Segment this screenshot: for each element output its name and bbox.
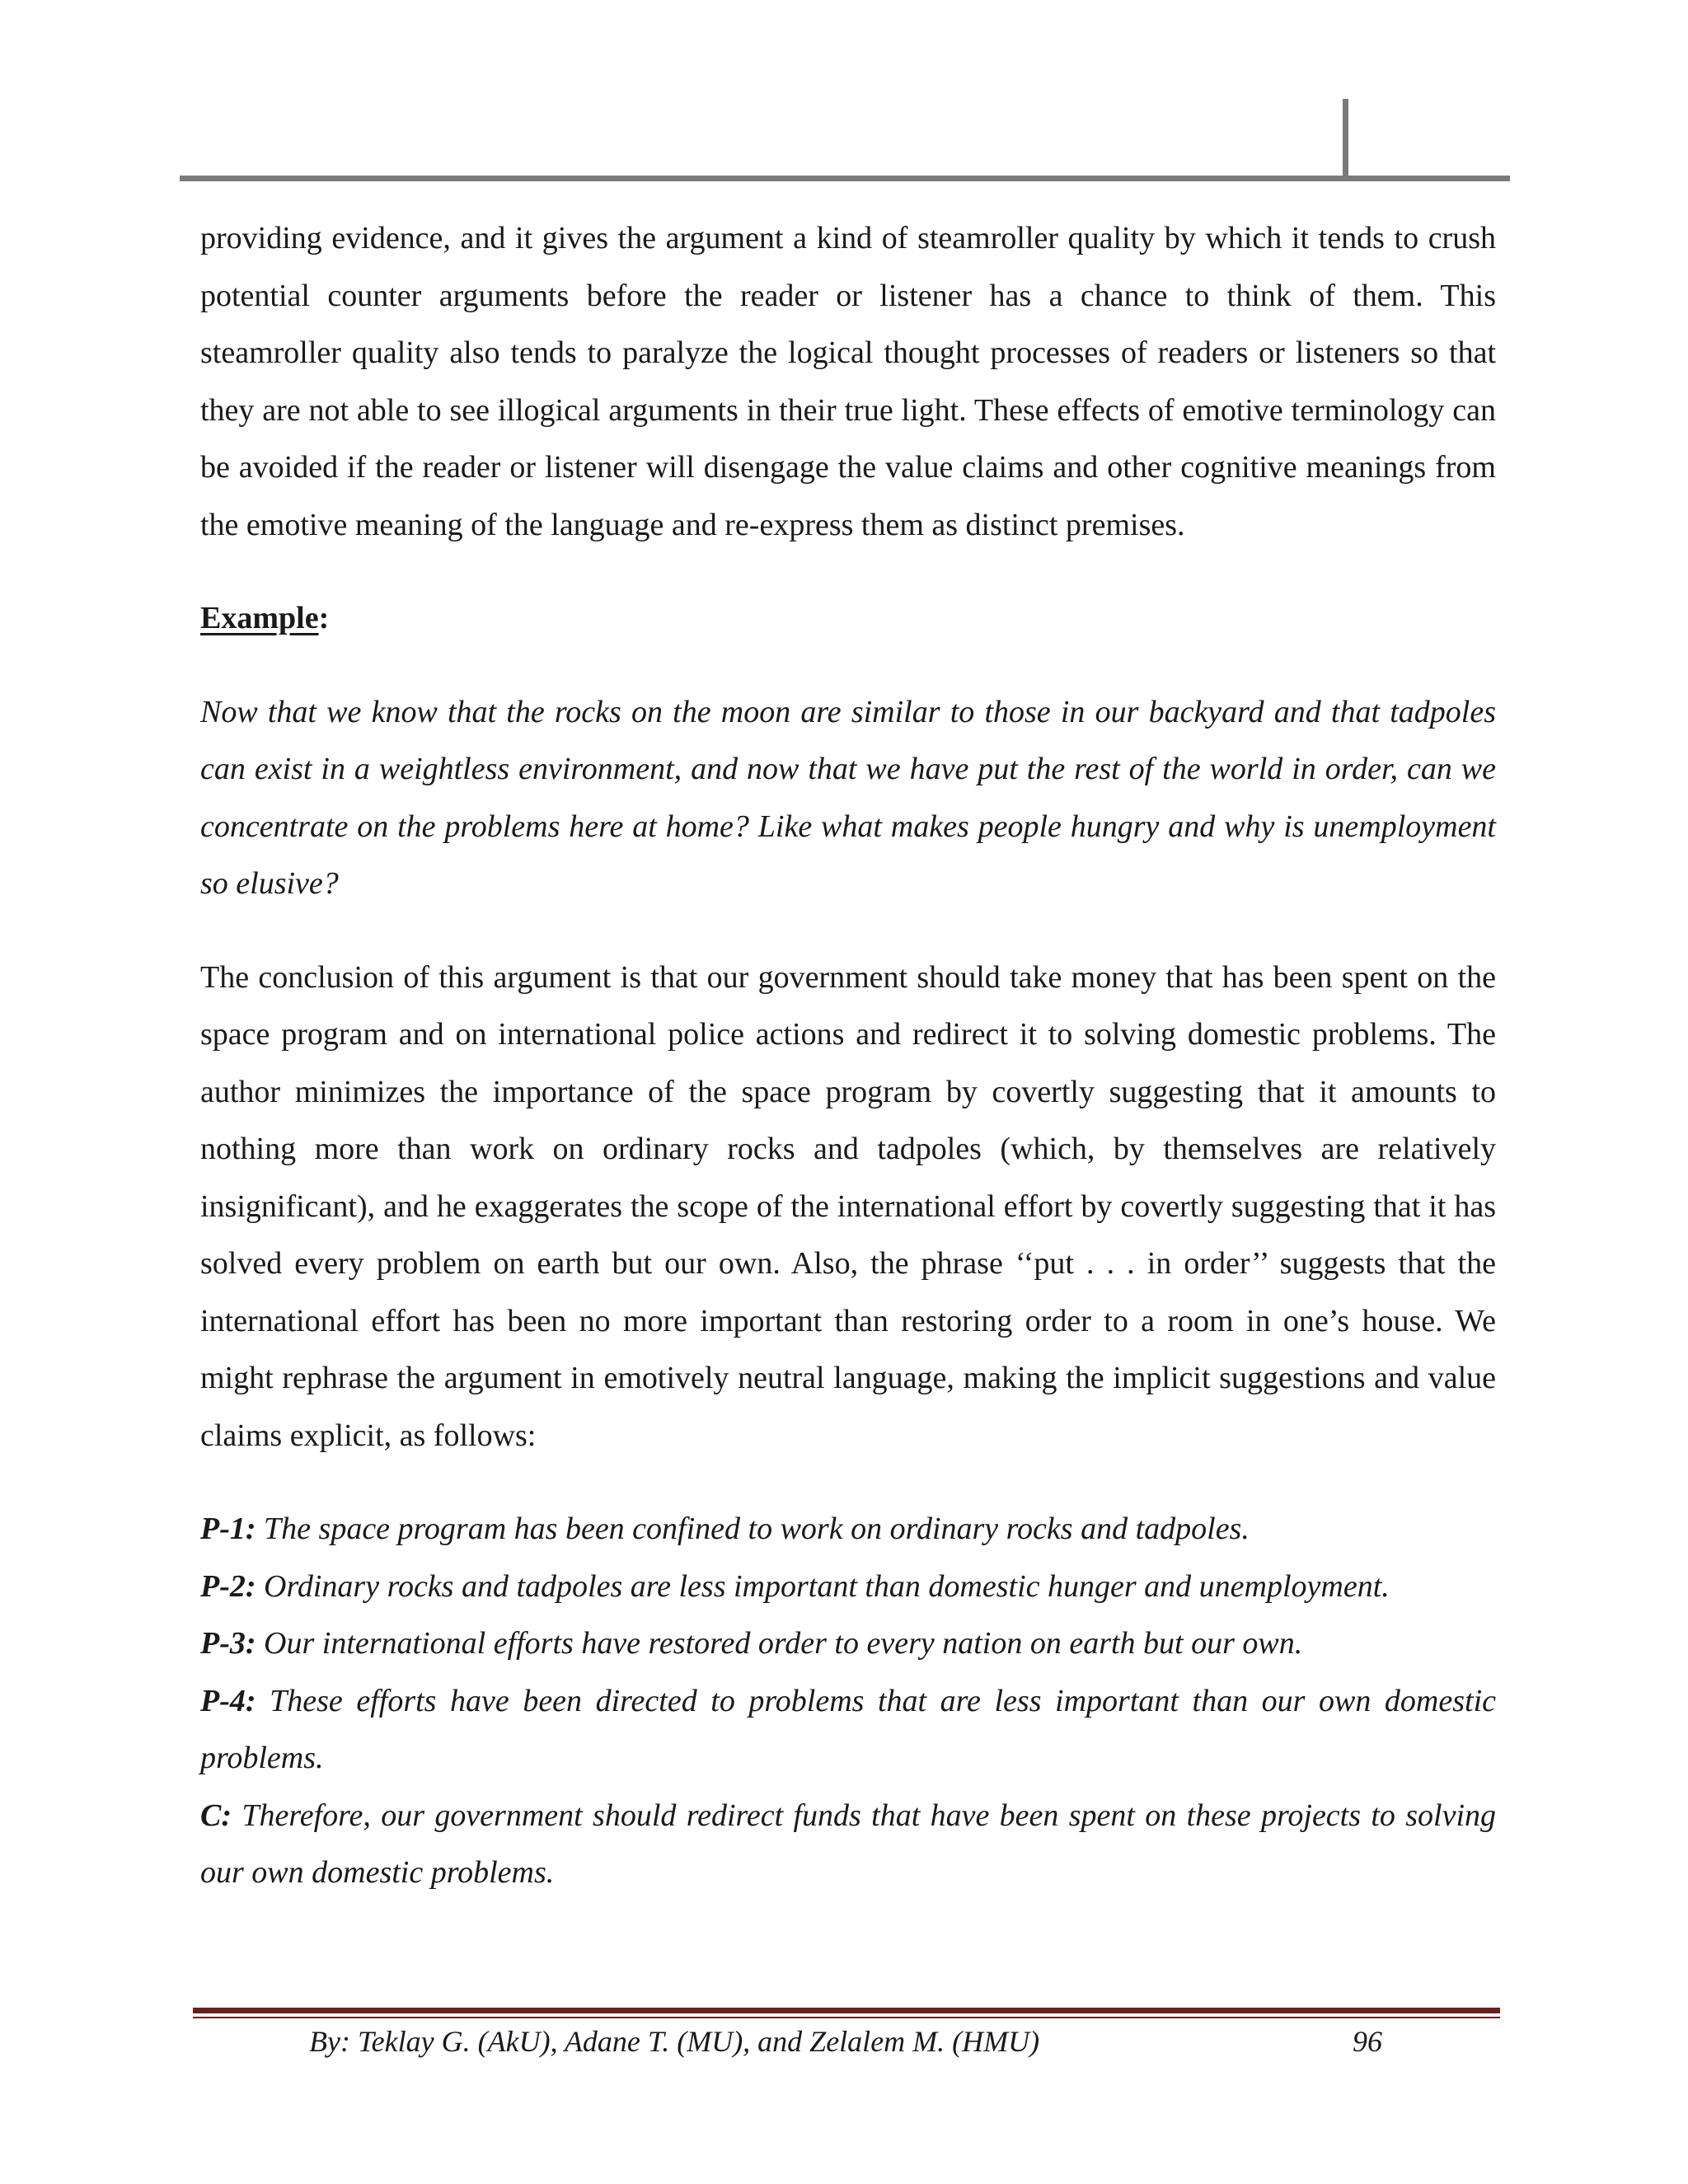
footer-authors: By: Teklay G. (AkU), Adane T. (MU), and Zelalem M. (HMU) <box>309 2025 1040 2058</box>
example-colon: : <box>318 601 330 635</box>
premise-text: These efforts have been directed to problems that are less important than our own domestic problems. <box>200 1683 1497 1775</box>
page-number: 96 <box>1353 2025 1382 2058</box>
paragraph-emotive-effects: providing evidence, and it gives the argument a kind of steamroller quality by which it tends to crush potential counter arguments before the reader or listener has a chance to think of them. This steamroller quality also tends to paralyze the logical thought processes of readers or listeners so that they are not able to see illogical arguments in their true light. These effects of emotive terminology can be avoided if the reader or listener will disengage the value claims and other cognitive meanings from the emotive meaning of the language and re-express them as distinct premises. <box>200 221 1496 542</box>
premise-p1 <box>200 1501 1496 1558</box>
premise-label: P-1: <box>200 1511 256 1546</box>
premise-list <box>200 1501 1496 1902</box>
footer-rule-thick <box>193 2008 1500 2013</box>
premise-text: Our international efforts have restored order to every nation on earth but our own. <box>264 1626 1303 1661</box>
premise-label: P-2: <box>200 1568 256 1604</box>
premise-label: P-4: <box>200 1683 256 1718</box>
header-tick <box>1343 99 1348 178</box>
example-argument-text: Now that we know that the rocks on the moon are similar to those in our backyard and that tadpoles can exist in a weightless environment, and now that we have put the rest of the world in order, can we concentrate on the problems here at home? Like what makes people hungry and why is unemployment so elusive? <box>200 694 1496 901</box>
paragraph-conclusion-analysis: The conclusion of this argument is that our government should take money that has been spent on the space program and on international police actions and redirect it to solving domestic problems. The author minimizes the importance of the space program by covertly suggesting that it amounts to nothing more than work on ordinary rocks and tadpoles (which, by themselves are relatively insignificant), and he exaggerates the scope of the international effort by covertly suggesting that it has solved every problem on earth but our own. Also, the phrase ‘‘put . . . in order’’ suggests that the international effort has been no more important than restoring order to a room in one’s house. We might rephrase the argument in emotively neutral language, making the implicit suggestions and value claims explicit, as follows: <box>200 959 1496 1453</box>
example-heading <box>200 590 1496 648</box>
premise-p2 <box>200 1558 1496 1616</box>
premise-conclusion <box>200 1788 1496 1902</box>
footer-rule-thin <box>193 2017 1500 2018</box>
example-label: Example <box>200 601 319 635</box>
page-content <box>200 210 1496 1902</box>
premise-label: C: <box>200 1797 232 1833</box>
premise-text: Ordinary rocks and tadpoles are less important than domestic hunger and unemployment. <box>264 1568 1390 1604</box>
premise-text: Therefore, our government should redirect funds that have been spent on these projects to solving our own domestic problems. <box>200 1797 1497 1890</box>
header-rule <box>180 176 1510 181</box>
premise-label: P-3: <box>200 1626 256 1661</box>
premise-p3 <box>200 1615 1496 1673</box>
premise-text: The space program has been confined to work on ordinary rocks and tadpoles. <box>264 1511 1250 1546</box>
premise-p4 <box>200 1673 1496 1788</box>
